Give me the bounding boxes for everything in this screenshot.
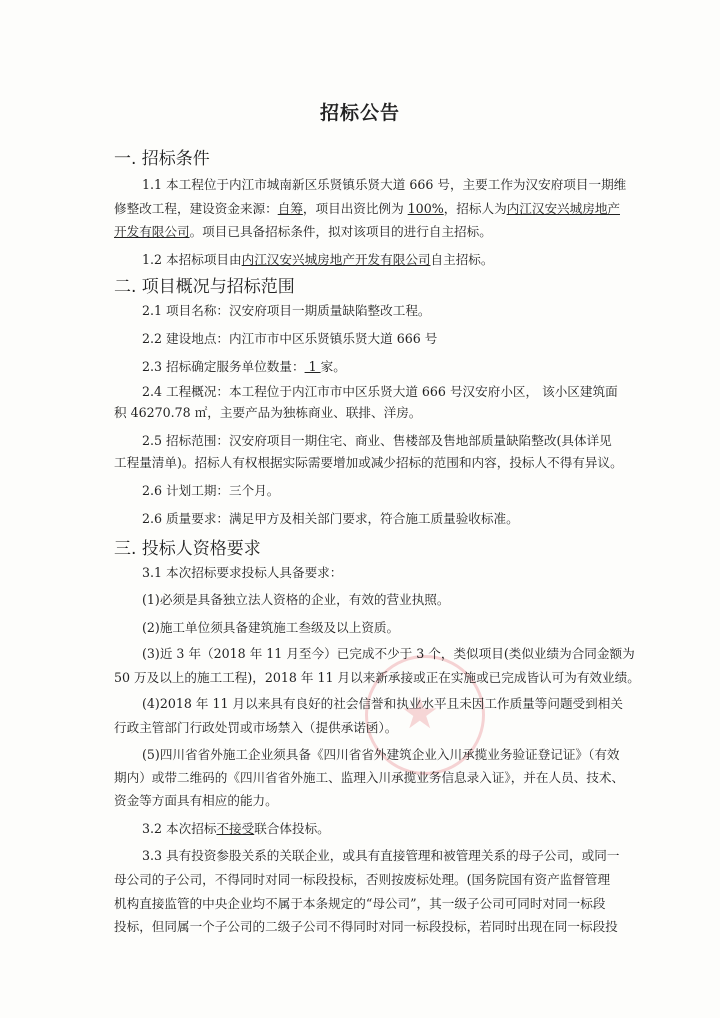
- item-2-1: 2.1 项目名称：汉安府项目一期质量缺陷整改工程。: [142, 303, 431, 318]
- item-2-5-line-1: 2.5 招标范围：汉安府项目一期住宅、商业、售楼部及售地部质量缺陷整改(具体详见: [142, 433, 612, 448]
- section-3-heading: 三. 投标人资格要求: [114, 539, 261, 559]
- req-3-line-2: 50 万及以上的施工工程)，2018 年 11 月以来新承接或正在实施或已完成皆认可为有效业绩。: [114, 670, 640, 685]
- item-3-3-line-3: 机构直接监管的中央企业均不属于本条规定的“母公司”，其一级子公司可同时对同一标段: [114, 896, 606, 911]
- req-4-line-2: 行政主管部门行政处罚或市场禁入（提供承诺函）。: [114, 720, 398, 735]
- req-1: (1)必须是具备独立法人资格的企业，有效的营业执照。: [142, 592, 450, 607]
- item-3-3-line-4: 投标，但同属一个子公司的二级子公司不得同时对同一标段投标，若同时出现在同一标段投: [114, 919, 618, 934]
- tenderer-name-cont: 开发有限公司: [114, 224, 190, 239]
- item-3-2: 3.2 本次招标不接受联合体投标。: [142, 821, 330, 836]
- req-4-line-1: (4)2018 年 11 月以来具有良好的社会信誉和执业水平且未因工作质量等问题受到相关: [142, 696, 623, 711]
- para-1-1-line-1: 1.1 本工程位于内江市城南新区乐贤镇乐贤大道 666 号，主要工作为汉安府项目一期维: [142, 177, 627, 192]
- item-2-4-line-2: 积 46270.78 ㎡，主要产品为独栋商业、联排、洋房。: [114, 405, 422, 420]
- item-3-3-line-1: 3.3 具有投资参股关系的关联企业，或具有直接管理和被管理关系的母子公司，或同一: [142, 848, 620, 863]
- seal-star-icon: ★: [400, 688, 440, 739]
- req-5-line-2: 期内）或带二维码的《四川省省外施工、监理入川承揽业务信息录入证》，并在人员、技术、: [114, 770, 625, 785]
- para-1-2: 1.2 本招标项目由内江汉安兴城房地产开发有限公司自主招标。: [142, 252, 494, 267]
- tenderer-name: 内江汉安兴城房地产: [506, 201, 620, 216]
- item-2-4-line-1: 2.4 工程概况：本工程位于内江市市中区乐贤大道 666 号汉安府小区， 该小区建筑面: [142, 384, 618, 399]
- item-3-3-line-2: 母公司的子公司，不得同时对同一标段投标，否则按废标处理。(国务院国有资产监督管理: [114, 872, 611, 887]
- para-1-1-line-2: 修整改工程，建设资金来源：自筹，项目出资比例为 100%，招标人为内江汉安兴城房地产: [114, 201, 620, 216]
- para-1-1-line-3: 开发有限公司。项目已具备招标条件，拟对该项目的进行自主招标。: [114, 224, 492, 239]
- page-title: 招标公告: [319, 102, 400, 124]
- req-3-line-1: (3)近 3 年（2018 年 11 月至今）已完成不少于 3 个，类似项目(类似业绩为合同金额为: [142, 646, 635, 661]
- section-2-heading: 二. 项目概况与招标范围: [114, 277, 295, 297]
- item-2-2: 2.2 建设地点：内江市市中区乐贤镇乐贤大道 666 号: [142, 331, 438, 346]
- consortium-not-accepted: 不接受: [216, 821, 255, 836]
- funding-ratio: 100%: [407, 201, 444, 216]
- item-2-7: 2.6 质量要求：满足甲方及相关部门要求，符合施工质量验收标准。: [142, 511, 519, 526]
- unit-count: 1: [304, 359, 321, 374]
- item-2-5-line-2: 工程量清单)。招标人有权根据实际需要增加或减少招标的范围和内容，投标人不得有异议。: [114, 455, 623, 470]
- req-2: (2)施工单位须具备建筑施工叁级及以上资质。: [142, 620, 400, 635]
- item-2-3: 2.3 招标确定服务单位数量： 1 家。: [142, 359, 346, 374]
- req-5-line-1: (5)四川省省外施工企业须具备《四川省省外建筑企业入川承揽业务验证登记证》（有效: [142, 747, 620, 762]
- item-3-1: 3.1 本次招标要求投标人具备要求：: [142, 565, 343, 580]
- section-1-heading: 一. 招标条件: [114, 149, 210, 169]
- funds-source: 自筹: [277, 201, 303, 216]
- req-5-line-3: 资金等方面具有相应的能力。: [114, 793, 278, 808]
- item-2-6: 2.6 计划工期：三个月。: [142, 483, 280, 498]
- tenderer-name-2: 内江汉安兴城房地产开发有限公司: [241, 252, 431, 267]
